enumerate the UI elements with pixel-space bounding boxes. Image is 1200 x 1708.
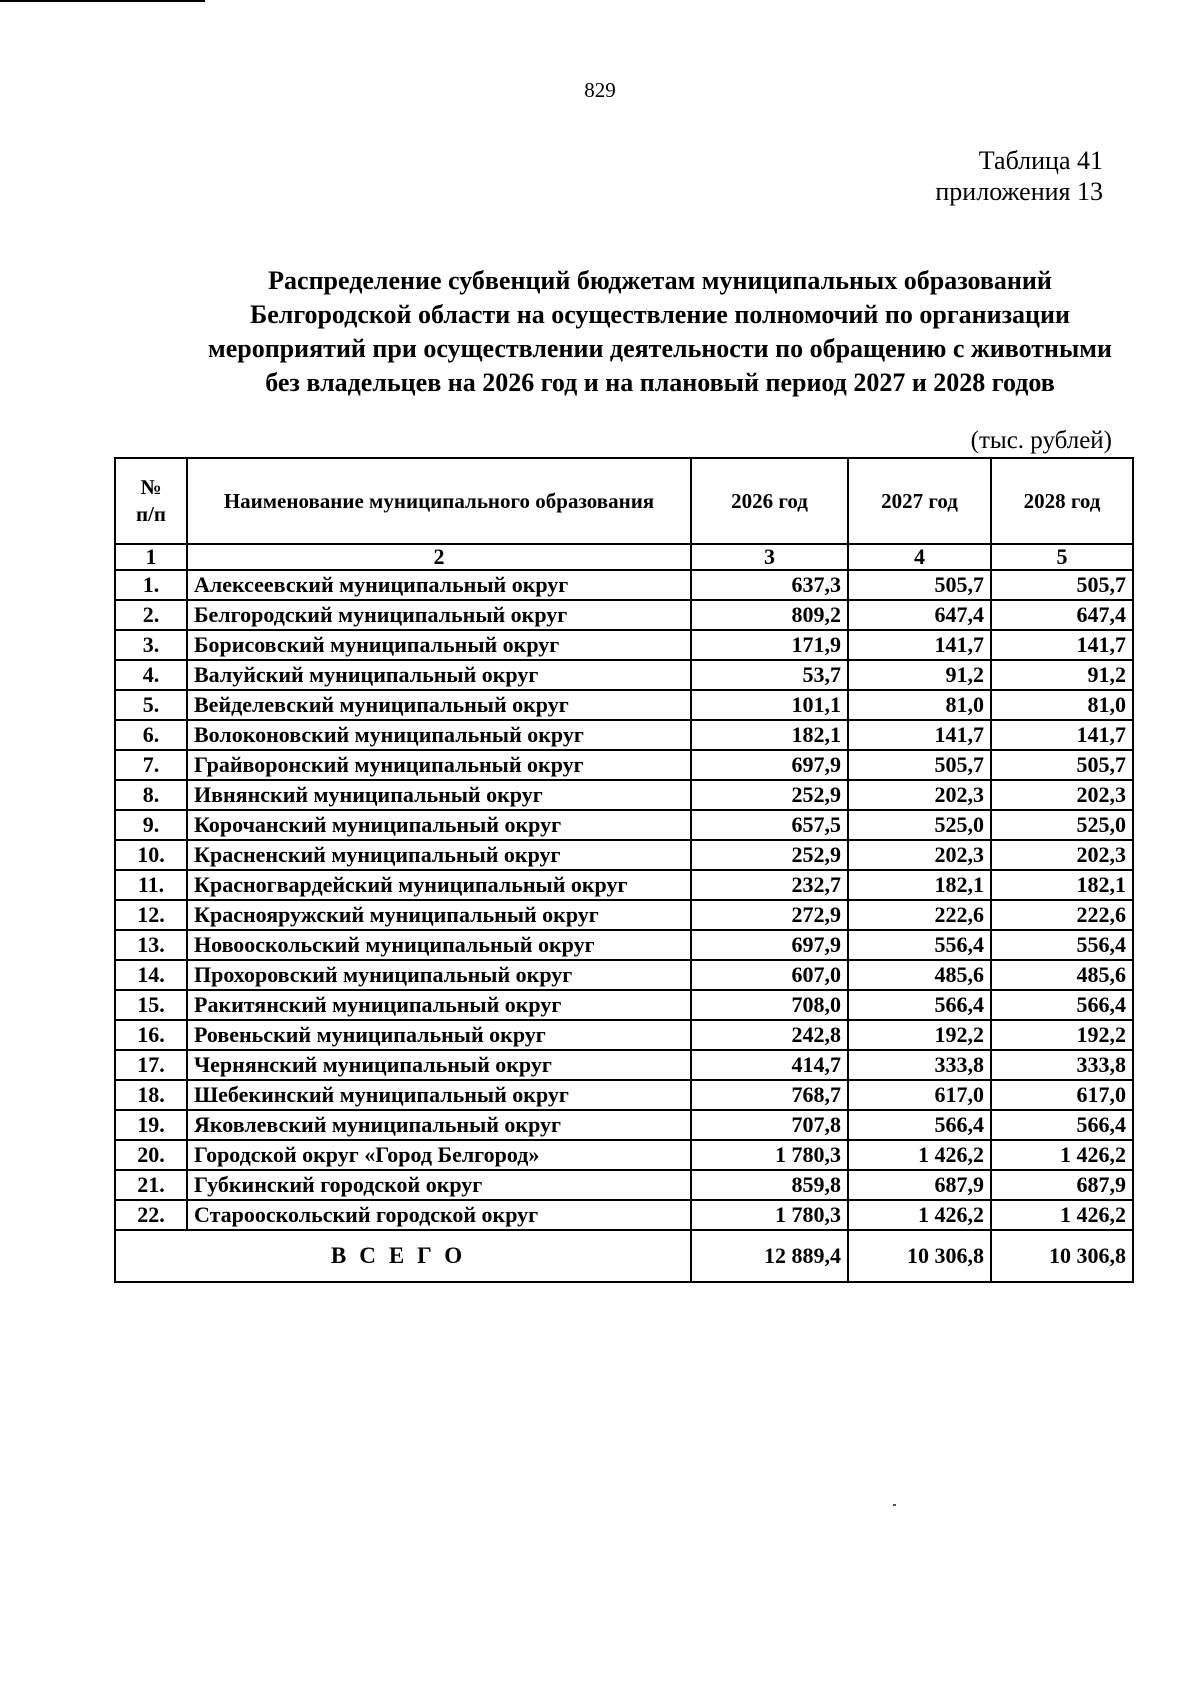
- subvention-table: [114, 457, 1134, 1283]
- row-number: 4.: [115, 660, 187, 690]
- value-2028: 202,3: [991, 780, 1133, 810]
- scan-edge-mark: [0, 0, 205, 2]
- value-2028: 141,7: [991, 630, 1133, 660]
- row-number: 12.: [115, 900, 187, 930]
- value-2028: 141,7: [991, 720, 1133, 750]
- total-label: ВСЕГО: [115, 1230, 691, 1282]
- total-row: [115, 1230, 1133, 1282]
- table-row: [115, 960, 1133, 990]
- value-2028: 617,0: [991, 1080, 1133, 1110]
- row-number: 17.: [115, 1050, 187, 1080]
- column-index: 2: [187, 544, 691, 570]
- row-number: 7.: [115, 750, 187, 780]
- table-row: [115, 780, 1133, 810]
- value-2027: 182,1: [848, 870, 991, 900]
- value-2028: 192,2: [991, 1020, 1133, 1050]
- municipality-name: Вейделевский муниципальный округ: [187, 690, 691, 720]
- value-2027: 556,4: [848, 930, 991, 960]
- row-number: 9.: [115, 810, 187, 840]
- value-2028: 687,9: [991, 1170, 1133, 1200]
- municipality-name: Борисовский муниципальный округ: [187, 630, 691, 660]
- header-2026: 2026 год: [691, 458, 848, 544]
- value-2026: 272,9: [691, 900, 848, 930]
- municipality-name: Яковлевский муниципальный округ: [187, 1110, 691, 1140]
- row-number: 5.: [115, 690, 187, 720]
- value-2027: 202,3: [848, 780, 991, 810]
- column-index: 4: [848, 544, 991, 570]
- value-2026: 242,8: [691, 1020, 848, 1050]
- value-2027: 81,0: [848, 690, 991, 720]
- row-number: 15.: [115, 990, 187, 1020]
- table-row: [115, 810, 1133, 840]
- column-index: 3: [691, 544, 848, 570]
- municipality-name: Ракитянский муниципальный округ: [187, 990, 691, 1020]
- value-2027: 687,9: [848, 1170, 991, 1200]
- column-index: 1: [115, 544, 187, 570]
- row-number: 8.: [115, 780, 187, 810]
- value-2028: 485,6: [991, 960, 1133, 990]
- value-2026: 1 780,3: [691, 1140, 848, 1170]
- value-2028: 556,4: [991, 930, 1133, 960]
- table-row: [115, 1170, 1133, 1200]
- value-2027: 141,7: [848, 720, 991, 750]
- value-2026: 1 780,3: [691, 1200, 848, 1230]
- municipality-name: Ивнянский муниципальный округ: [187, 780, 691, 810]
- municipality-name: Губкинский городской округ: [187, 1170, 691, 1200]
- total-2028: 10 306,8: [991, 1230, 1133, 1282]
- header-name: Наименование муниципального образования: [187, 458, 691, 544]
- table-row: [115, 600, 1133, 630]
- table-row: [115, 690, 1133, 720]
- row-number: 3.: [115, 630, 187, 660]
- page-number: 829: [584, 78, 616, 102]
- value-2027: 566,4: [848, 1110, 991, 1140]
- total-2027: 10 306,8: [848, 1230, 991, 1282]
- header-number-line2: п/п: [135, 502, 167, 526]
- value-2028: 566,4: [991, 990, 1133, 1020]
- row-number: 1.: [115, 570, 187, 600]
- value-2028: 182,1: [991, 870, 1133, 900]
- row-number: 20.: [115, 1140, 187, 1170]
- municipality-name: Новооскольский муниципальный округ: [187, 930, 691, 960]
- value-2026: 768,7: [691, 1080, 848, 1110]
- row-number: 10.: [115, 840, 187, 870]
- value-2027: 1 426,2: [848, 1200, 991, 1230]
- row-number: 6.: [115, 720, 187, 750]
- value-2027: 505,7: [848, 570, 991, 600]
- value-2028: 91,2: [991, 660, 1133, 690]
- value-2028: 222,6: [991, 900, 1133, 930]
- municipality-name: Красненский муниципальный округ: [187, 840, 691, 870]
- value-2027: 91,2: [848, 660, 991, 690]
- table-row: [115, 570, 1133, 600]
- value-2026: 697,9: [691, 930, 848, 960]
- table-row: [115, 870, 1133, 900]
- value-2028: 505,7: [991, 570, 1133, 600]
- value-2027: 192,2: [848, 1020, 991, 1050]
- table-row: [115, 750, 1133, 780]
- value-2028: 525,0: [991, 810, 1133, 840]
- title-line: Распределение субвенций бюджетам муниципальных образований: [268, 266, 1052, 295]
- title-line: без владельцев на 2026 год и на плановый период 2027 и 2028 годов: [265, 368, 1055, 397]
- document-title: [120, 264, 1200, 400]
- value-2027: 617,0: [848, 1080, 991, 1110]
- table-row: [115, 900, 1133, 930]
- header-number: [115, 458, 187, 544]
- value-2027: 141,7: [848, 630, 991, 660]
- municipality-name: Старооскольский городской округ: [187, 1200, 691, 1230]
- value-2026: 53,7: [691, 660, 848, 690]
- municipality-name: Волоконовский муниципальный округ: [187, 720, 691, 750]
- value-2027: 525,0: [848, 810, 991, 840]
- value-2026: 252,9: [691, 840, 848, 870]
- value-2026: 182,1: [691, 720, 848, 750]
- row-number: 14.: [115, 960, 187, 990]
- units-label: (тыс. рублей): [970, 427, 1112, 454]
- total-2026: 12 889,4: [691, 1230, 848, 1282]
- row-number: 19.: [115, 1110, 187, 1140]
- value-2026: 637,3: [691, 570, 848, 600]
- municipality-name: Прохоровский муниципальный округ: [187, 960, 691, 990]
- table-row: [115, 990, 1133, 1020]
- table-reference-line1: Таблица 41: [978, 146, 1103, 175]
- value-2028: 505,7: [991, 750, 1133, 780]
- title-line: Белгородской области на осуществление полномочий по организации: [250, 300, 1070, 329]
- column-index-row: [115, 544, 1133, 570]
- municipality-name: Валуйский муниципальный округ: [187, 660, 691, 690]
- table-row: [115, 1080, 1133, 1110]
- municipality-name: Белгородский муниципальный округ: [187, 600, 691, 630]
- row-number: 16.: [115, 1020, 187, 1050]
- table-row: [115, 1200, 1133, 1230]
- value-2028: 566,4: [991, 1110, 1133, 1140]
- municipality-name: Краснояружский муниципальный округ: [187, 900, 691, 930]
- municipality-name: Грайворонский муниципальный округ: [187, 750, 691, 780]
- value-2026: 708,0: [691, 990, 848, 1020]
- value-2026: 707,8: [691, 1110, 848, 1140]
- row-number: 11.: [115, 870, 187, 900]
- table-body: [115, 544, 1133, 1230]
- municipality-name: Корочанский муниципальный округ: [187, 810, 691, 840]
- table-reference-line2: приложения 13: [935, 177, 1103, 206]
- value-2026: 607,0: [691, 960, 848, 990]
- table-row: [115, 1050, 1133, 1080]
- row-number: 13.: [115, 930, 187, 960]
- municipality-name: Ровеньский муниципальный округ: [187, 1020, 691, 1050]
- value-2026: 252,9: [691, 780, 848, 810]
- value-2028: 1 426,2: [991, 1140, 1133, 1170]
- value-2026: 657,5: [691, 810, 848, 840]
- value-2027: 505,7: [848, 750, 991, 780]
- value-2026: 414,7: [691, 1050, 848, 1080]
- header-2028: 2028 год: [991, 458, 1133, 544]
- value-2027: 1 426,2: [848, 1140, 991, 1170]
- table-row: [115, 1140, 1133, 1170]
- table-row: [115, 660, 1133, 690]
- value-2027: 647,4: [848, 600, 991, 630]
- value-2028: 1 426,2: [991, 1200, 1133, 1230]
- value-2028: 647,4: [991, 600, 1133, 630]
- row-number: 22.: [115, 1200, 187, 1230]
- value-2026: 171,9: [691, 630, 848, 660]
- scan-speck: [893, 1504, 896, 1506]
- table-row: [115, 720, 1133, 750]
- municipality-name: Шебекинский муниципальный округ: [187, 1080, 691, 1110]
- municipality-name: Красногвардейский муниципальный округ: [187, 870, 691, 900]
- value-2027: 485,6: [848, 960, 991, 990]
- value-2027: 222,6: [848, 900, 991, 930]
- table-row: [115, 1110, 1133, 1140]
- value-2028: 81,0: [991, 690, 1133, 720]
- value-2026: 101,1: [691, 690, 848, 720]
- title-line: мероприятий при осуществлении деятельности по обращению с животными: [207, 334, 1112, 363]
- header-2027: 2027 год: [848, 458, 991, 544]
- table-row: [115, 840, 1133, 870]
- table-row: [115, 930, 1133, 960]
- municipality-name: Алексеевский муниципальный округ: [187, 570, 691, 600]
- value-2027: 566,4: [848, 990, 991, 1020]
- value-2028: 333,8: [991, 1050, 1133, 1080]
- municipality-name: Городской округ «Город Белгород»: [187, 1140, 691, 1170]
- table-header-row: [115, 458, 1133, 544]
- row-number: 21.: [115, 1170, 187, 1200]
- header-number-line1: №: [140, 475, 162, 499]
- row-number: 2.: [115, 600, 187, 630]
- table-row: [115, 1020, 1133, 1050]
- value-2026: 859,8: [691, 1170, 848, 1200]
- value-2027: 333,8: [848, 1050, 991, 1080]
- value-2027: 202,3: [848, 840, 991, 870]
- value-2026: 809,2: [691, 600, 848, 630]
- table-row: [115, 630, 1133, 660]
- table-reference: [935, 145, 1103, 207]
- value-2026: 232,7: [691, 870, 848, 900]
- row-number: 18.: [115, 1080, 187, 1110]
- municipality-name: Чернянский муниципальный округ: [187, 1050, 691, 1080]
- column-index: 5: [991, 544, 1133, 570]
- value-2028: 202,3: [991, 840, 1133, 870]
- value-2026: 697,9: [691, 750, 848, 780]
